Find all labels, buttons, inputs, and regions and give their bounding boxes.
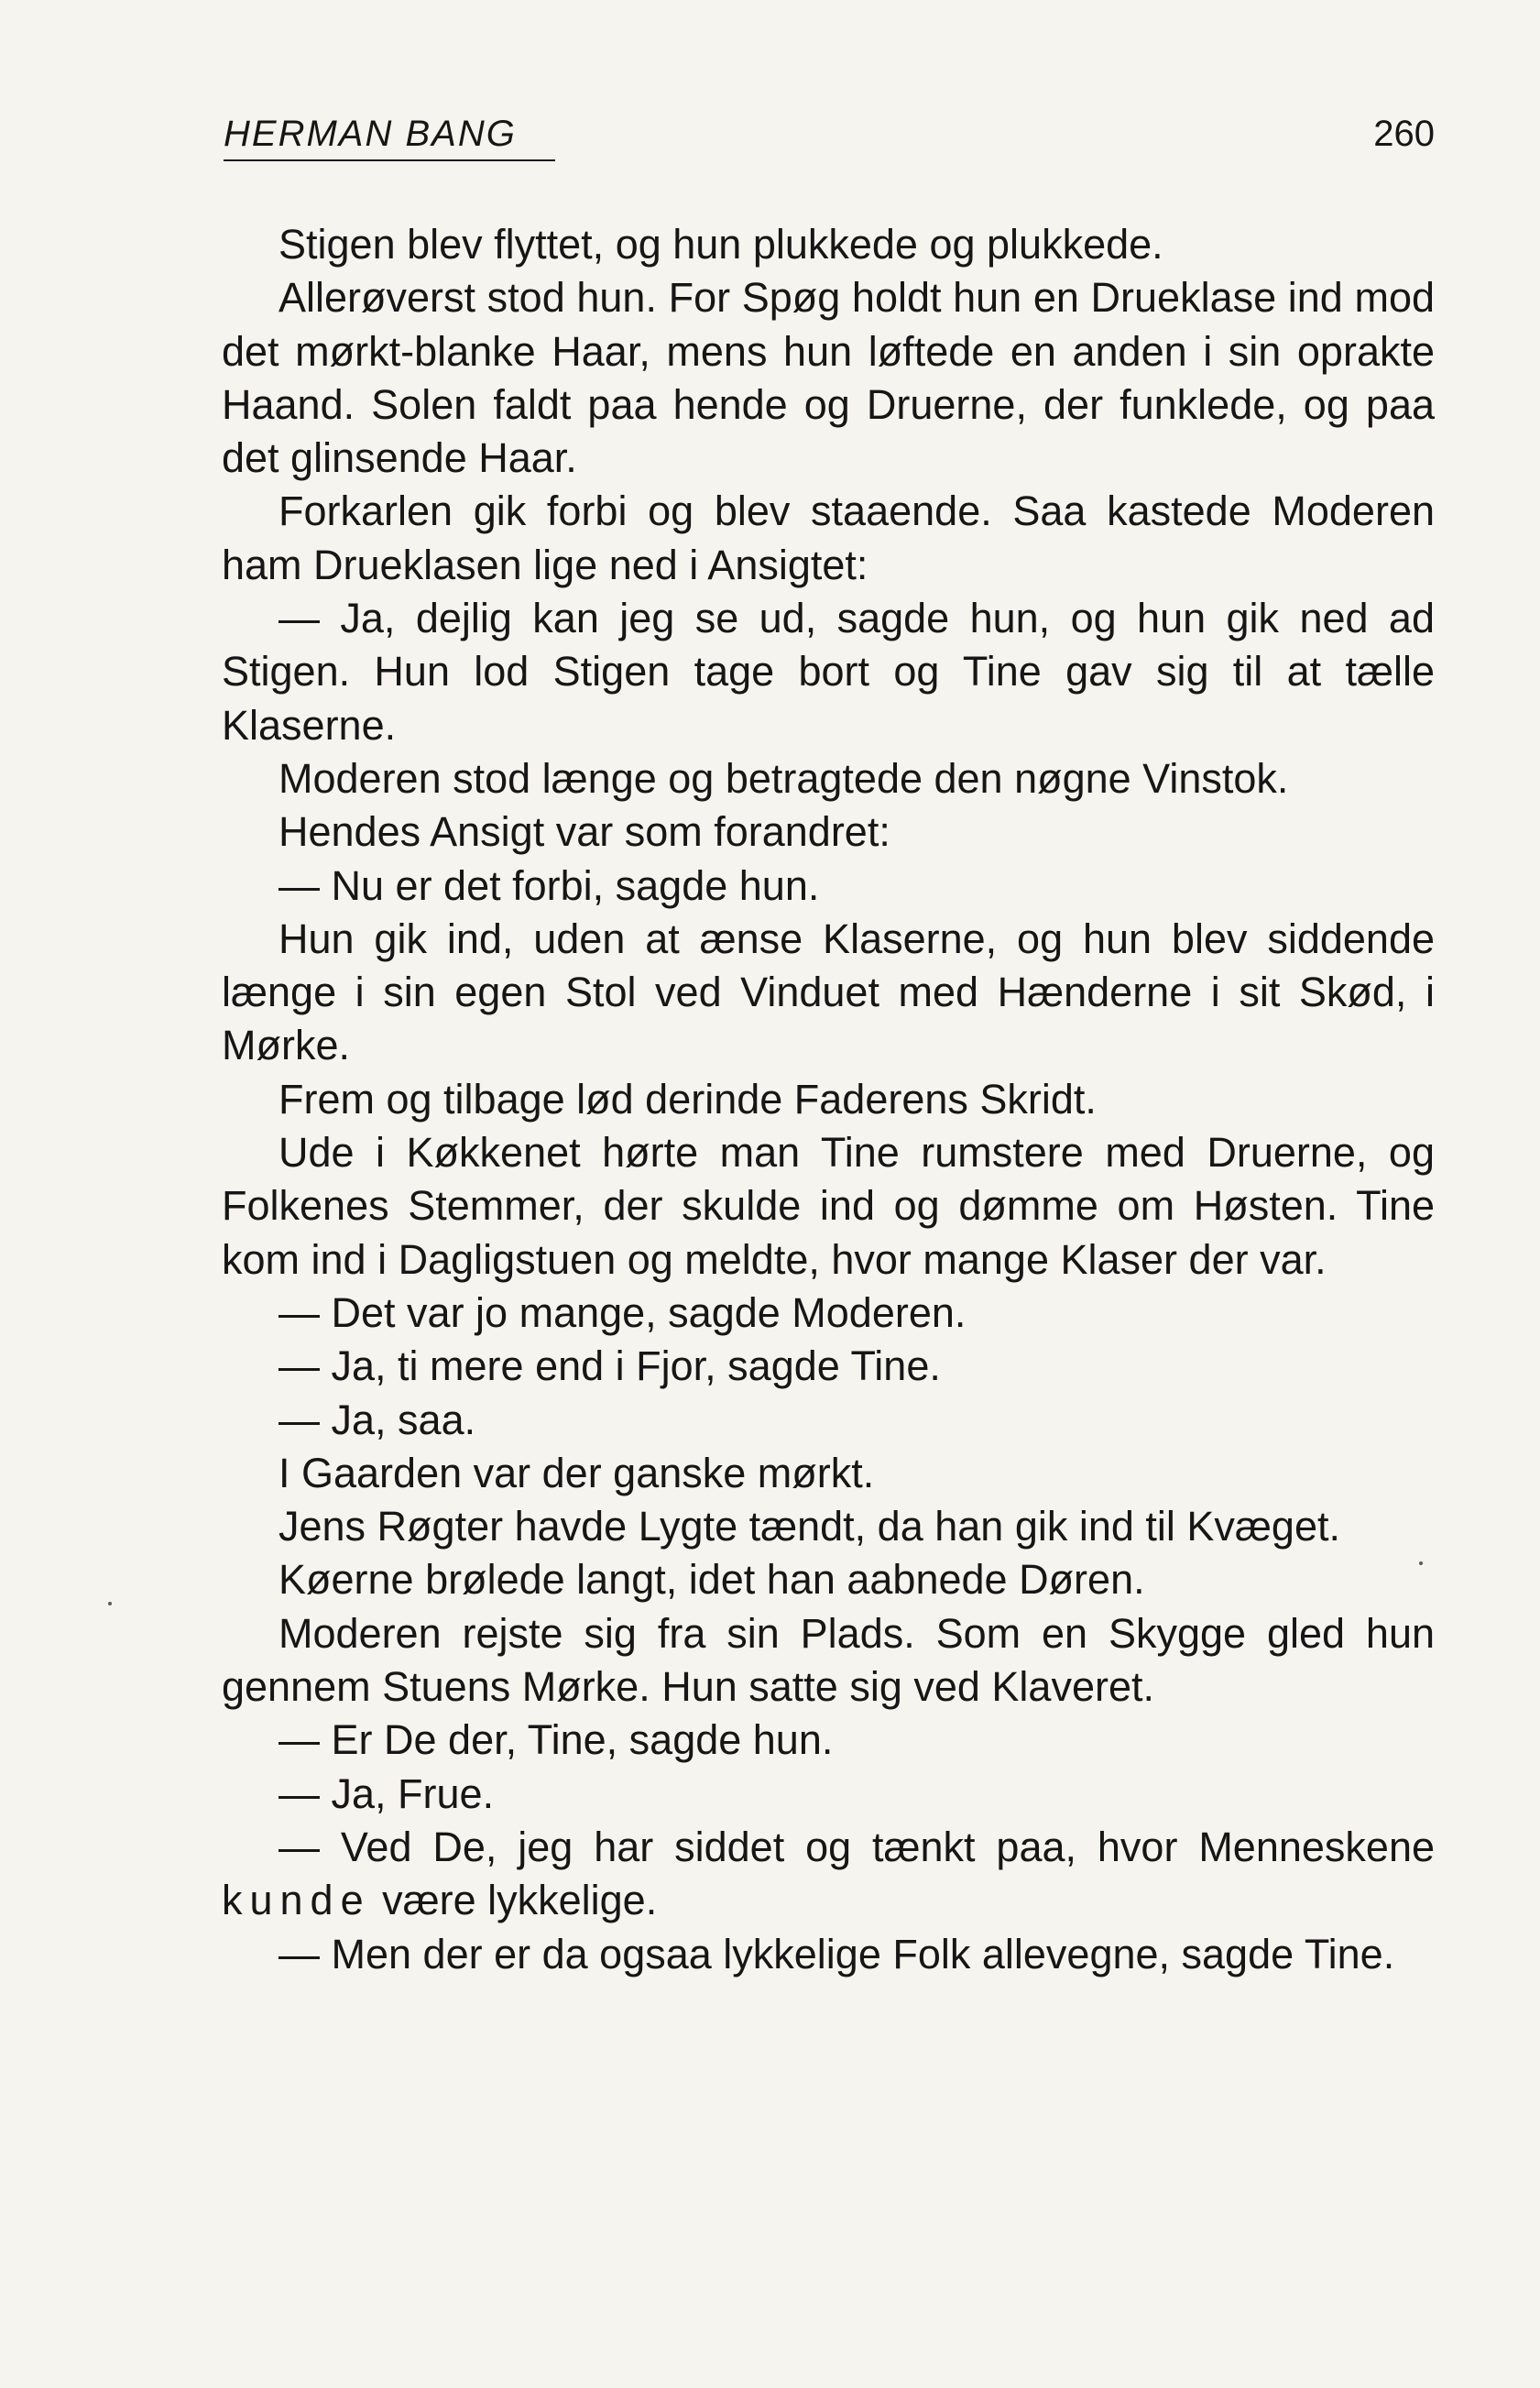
- paragraph-18: — Er De der, Tine, sagde hun.: [222, 1714, 1435, 1767]
- running-head: [224, 108, 1435, 159]
- paragraph-21: — Men der er da ogsaa lykkelige Folk allevegne, sagde Tine.: [222, 1928, 1435, 1981]
- paragraph-3: Forkarlen gik forbi og blev staaende. Saa kastede Moderen ham Drueklasen lige ned i Ansigtet:: [222, 487, 1435, 588]
- paragraph-9: Frem og tilbage lød derinde Faderens Skridt.: [279, 1075, 1097, 1123]
- paragraph-15: Jens Røgter havde Lygte tændt, da han gik ind til Kvæget.: [279, 1503, 1340, 1550]
- page-number: 260: [1373, 114, 1435, 154]
- author-name: HERMAN BANG: [224, 108, 555, 161]
- paragraph-16: Køerne brølede langt, idet han aabnede Døren.: [279, 1556, 1145, 1604]
- paragraph-7: — Nu er det forbi, sagde hun.: [222, 860, 1435, 913]
- paragraph-4: — Ja, dejlig kan jeg se ud, sagde hun, og hun gik ned ad Stigen. Hun lod Stigen tage bort og Tine gav sig til at tælle Klaserne.: [222, 592, 1435, 752]
- paragraph-13: — Ja, saa.: [222, 1394, 1435, 1447]
- print-speck: [1419, 1561, 1423, 1565]
- paragraph-8: Hun gik ind, uden at ænse Klaserne, og hun blev siddende længe i sin egen Stol ved Vinduet med Hænderne i sit Skød, i Mørke.: [222, 915, 1435, 1069]
- paragraph-10: Ude i Køkkenet hørte man Tine rumstere med Druerne, og Folkenes Stemmer, der skulde ind og dømme om Høsten. Tine kom ind i Dagligstuen og meldte, hvor mange Klaser der var.: [222, 1129, 1435, 1283]
- paragraph-5: Moderen stod længe og betragtede den nøgne Vinstok.: [279, 754, 1289, 802]
- body-text: [222, 218, 1435, 1981]
- paragraph-1: Stigen blev flyttet, og hun plukkede og plukkede.: [279, 221, 1163, 268]
- paragraph-17: Moderen rejste sig fra sin Plads. Som en Skygge gled hun gennem Stuens Mørke. Hun satte sig ved Klaveret.: [222, 1609, 1435, 1711]
- paragraph-11: — Det var jo mange, sagde Moderen.: [222, 1287, 1435, 1340]
- paragraph-6: Hendes Ansigt var som forandret:: [279, 808, 890, 856]
- paragraph-20-start: Ved De, jeg har siddet og tænkt paa, hvor Menneskene: [340, 1823, 1435, 1870]
- paragraph-20-end: være lykkelige.: [370, 1877, 658, 1924]
- paragraph-20: [222, 1821, 1435, 1928]
- paragraph-12: — Ja, ti mere end i Fjor, sagde Tine.: [222, 1340, 1435, 1393]
- print-speck-left: [108, 1602, 112, 1605]
- paragraph-19: — Ja, Frue.: [222, 1768, 1435, 1821]
- paragraph-14: I Gaarden var der ganske mørkt.: [279, 1449, 875, 1496]
- emphasis-kunde: kunde: [222, 1877, 371, 1924]
- paragraph-2: Allerøverst stod hun. For Spøg holdt hun en Drueklase ind mod det mørkt-blanke Haar, mens hun løftede en anden i sin oprakte Haand. Solen faldt paa hende og Druerne, der funklede, og paa det glinsende Haar.: [222, 274, 1435, 482]
